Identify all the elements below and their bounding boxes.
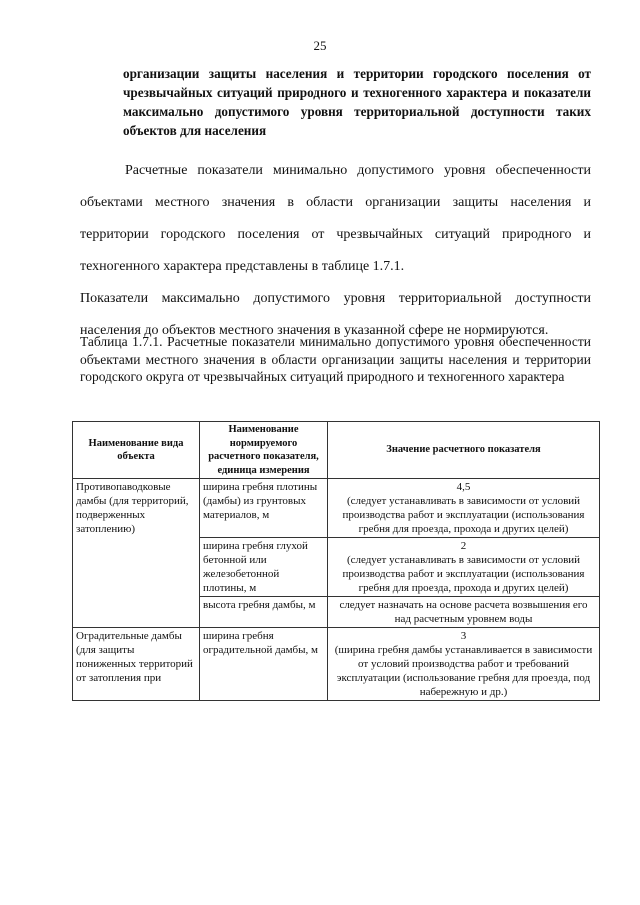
table-header-row (73, 422, 600, 479)
header-indicator: Наименование нормируемого расчетного показателя, единица измерения (200, 422, 328, 479)
value-note: (следует устанавливать в зависимости от условий производства работ и эксплуатации (использования гребня для проезда, прохода и других целей) (342, 554, 585, 594)
value-cell (328, 479, 600, 538)
body-text (80, 155, 591, 347)
indicators-table (72, 421, 600, 701)
section-heading: организации защиты населения и территории городского поселения от чрезвычайных ситуаций природного и техногенного характера и показатели максимально допустимого уровня территориальной доступности таких объектов для населения (123, 66, 591, 138)
value-number: 4,5 (456, 481, 471, 493)
paragraph-1: Расчетные показатели минимально допустимого уровня обеспеченности объектами местного значения в области организации защиты населения и территории городского поселения от чрезвычайных ситуаций природного и техногенного характера представлены в таблице 1.7.1. (80, 163, 591, 274)
header-object-type: Наименование вида объекта (73, 422, 200, 479)
value-number: 2 (460, 540, 467, 552)
value-note: (следует устанавливать в зависимости от условий производства работ и эксплуатации (использования гребня для проезда, прохода и других целей) (342, 495, 585, 535)
object-cell: Противопаводковые дамбы (для территорий, подверженных затоплению) (73, 479, 200, 628)
table-row (73, 479, 600, 538)
page-number: 25 (313, 38, 327, 53)
value-cell (328, 538, 600, 597)
table-row (73, 628, 600, 701)
header-value: Значение расчетного показателя (328, 422, 600, 479)
value-cell (328, 628, 600, 701)
value-number: 3 (460, 630, 467, 642)
object-cell: Оградительные дамбы (для защиты пониженных территорий от затопления при (73, 628, 200, 701)
paragraph-2: Показатели максимально допустимого уровня территориальной доступности населения до объектов местного значения в указанной сфере не нормируются. (80, 291, 591, 338)
value-cell (328, 597, 600, 628)
indicator-cell: ширина гребня плотины (дамбы) из грунтовых материалов, м (200, 479, 328, 538)
indicator-cell: высота гребня дамбы, м (200, 597, 328, 628)
value-note: следует назначать на основе расчета возвышения его над расчетным уровнем воды (339, 599, 588, 625)
indicator-cell: ширина гребня оградительной дамбы, м (200, 628, 328, 701)
indicator-cell: ширина гребня глухой бетонной или железобетонной плотины, м (200, 538, 328, 597)
value-note: (ширина гребня дамбы устанавливается в зависимости от условий производства работ и требований эксплуатации (использование гребня для проезда, под набережную и др.) (334, 644, 593, 698)
table-caption: Таблица 1.7.1. Расчетные показатели минимально допустимого уровня обеспеченности объектами местного значения в области организации защиты населения и территории городского округа от чрезвычайных ситуаций природного и техногенного характера (80, 334, 591, 384)
